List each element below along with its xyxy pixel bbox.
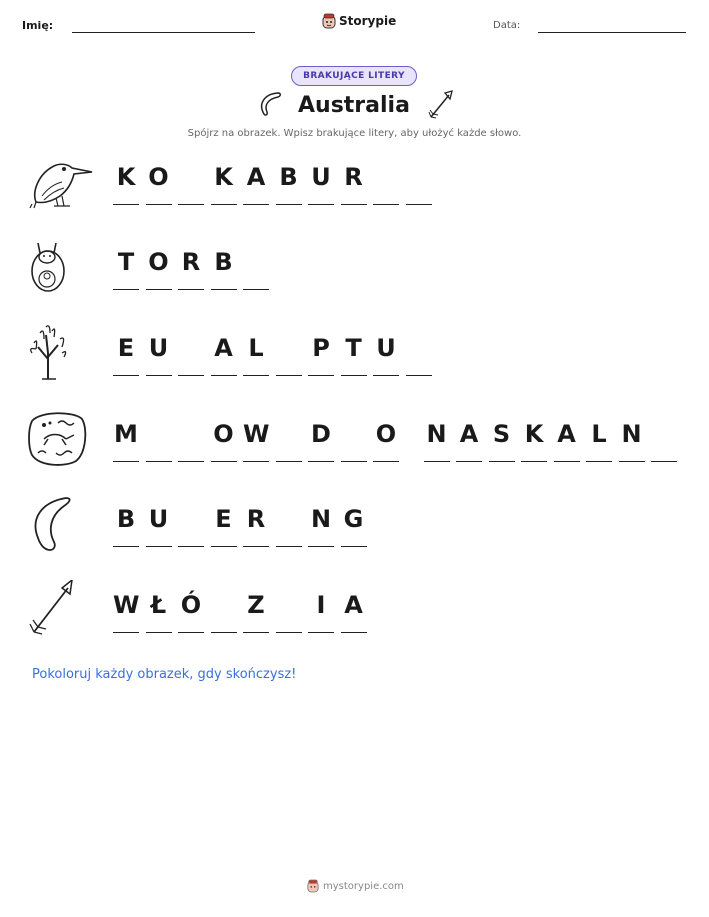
letter-slot: A xyxy=(243,158,269,205)
blank-letter-slot[interactable] xyxy=(178,500,204,547)
letter-slot: U xyxy=(146,500,172,547)
letter-slot: Ł xyxy=(146,586,172,633)
letter-slot: L xyxy=(586,415,612,462)
blank-letter-slot[interactable] xyxy=(211,586,237,633)
eucalyptus-tree-icon xyxy=(26,323,96,387)
letter-slot: E xyxy=(113,329,139,376)
word-row-1 xyxy=(0,152,709,232)
date-field[interactable] xyxy=(538,32,686,33)
letter-slot: U xyxy=(308,158,334,205)
rock-painting-icon xyxy=(26,409,96,473)
blank-letter-slot[interactable] xyxy=(406,158,432,205)
letter-slot: R xyxy=(178,243,204,290)
letter-slot: O xyxy=(211,415,237,462)
storypie-mascot-icon xyxy=(322,13,336,29)
letter-slot: W xyxy=(243,415,269,462)
letter-slot: Ó xyxy=(178,586,204,633)
letter-slot: O xyxy=(146,243,172,290)
blank-letter-slot[interactable] xyxy=(341,415,367,462)
date-label: Data: xyxy=(493,20,521,31)
word-row-6 xyxy=(0,580,709,660)
brand-name: Storypie xyxy=(339,14,397,28)
blank-letter-slot[interactable] xyxy=(146,415,172,462)
letter-slot: N xyxy=(619,415,645,462)
letter-slot: Z xyxy=(243,586,269,633)
letter-slot: A xyxy=(341,586,367,633)
instruction-text: Spójrz na obrazek. Wpisz brakujące litery, aby ułożyć każde słowo. xyxy=(187,128,522,139)
letter-slot: R xyxy=(341,158,367,205)
footer-brand xyxy=(307,879,404,893)
letter-slot: N xyxy=(308,500,334,547)
letter-slot: U xyxy=(146,329,172,376)
letter-slot: R xyxy=(243,500,269,547)
letter-slot: W xyxy=(113,586,139,633)
kangaroo-icon xyxy=(26,237,96,301)
letter-slot: B xyxy=(276,158,302,205)
letter-slot: B xyxy=(113,500,139,547)
letter-slot: K xyxy=(211,158,237,205)
name-label: Imię: xyxy=(22,19,54,32)
blank-letter-slot[interactable] xyxy=(276,329,302,376)
blank-letter-slot[interactable] xyxy=(276,586,302,633)
letter-slot: A xyxy=(456,415,482,462)
blank-letter-slot[interactable] xyxy=(373,158,399,205)
word-row-3 xyxy=(0,323,709,403)
letter-slot: D xyxy=(308,415,334,462)
blank-letter-slot[interactable] xyxy=(276,415,302,462)
word-row-4 xyxy=(0,409,709,489)
letter-slot: T xyxy=(341,329,367,376)
blank-letter-slot[interactable] xyxy=(243,243,269,290)
letter-slot: O xyxy=(373,415,399,462)
letter-slot: S xyxy=(489,415,515,462)
boomerang-icon xyxy=(256,90,284,118)
worksheet-header xyxy=(0,0,709,50)
letter-slot: A xyxy=(211,329,237,376)
kookaburra-icon xyxy=(26,152,96,216)
letter-slot: P xyxy=(308,329,334,376)
word-row-2 xyxy=(0,237,709,317)
blank-letter-slot[interactable] xyxy=(178,415,204,462)
letter-slot: T xyxy=(113,243,139,290)
blank-letter-slot[interactable] xyxy=(276,500,302,547)
storypie-mascot-icon xyxy=(307,879,319,893)
letter-slot: O xyxy=(146,158,172,205)
letter-slot: G xyxy=(341,500,367,547)
category-badge: BRAKUJĄCE LITERY xyxy=(291,66,417,86)
letter-slot: E xyxy=(211,500,237,547)
letter-slot: L xyxy=(243,329,269,376)
letter-slot: K xyxy=(521,415,547,462)
spear-icon xyxy=(428,90,454,120)
spear-icon xyxy=(26,580,96,644)
letter-slot: N xyxy=(424,415,450,462)
footer-url: mystorypie.com xyxy=(323,880,404,892)
letter-slot: K xyxy=(113,158,139,205)
blank-letter-slot[interactable] xyxy=(651,415,677,462)
letter-slot: A xyxy=(554,415,580,462)
word-row-5 xyxy=(0,494,709,574)
letter-slot: M xyxy=(113,415,139,462)
letter-slot: B xyxy=(211,243,237,290)
boomerang-icon xyxy=(26,494,96,558)
letter-slot: U xyxy=(373,329,399,376)
brand-logo xyxy=(322,13,396,29)
blank-letter-slot[interactable] xyxy=(178,329,204,376)
name-field[interactable] xyxy=(72,32,255,33)
blank-letter-slot[interactable] xyxy=(406,329,432,376)
letter-slot: I xyxy=(308,586,334,633)
blank-letter-slot[interactable] xyxy=(178,158,204,205)
page-title: Australia xyxy=(298,93,410,118)
coloring-note: Pokoloruj każdy obrazek, gdy skończysz! xyxy=(32,667,297,682)
